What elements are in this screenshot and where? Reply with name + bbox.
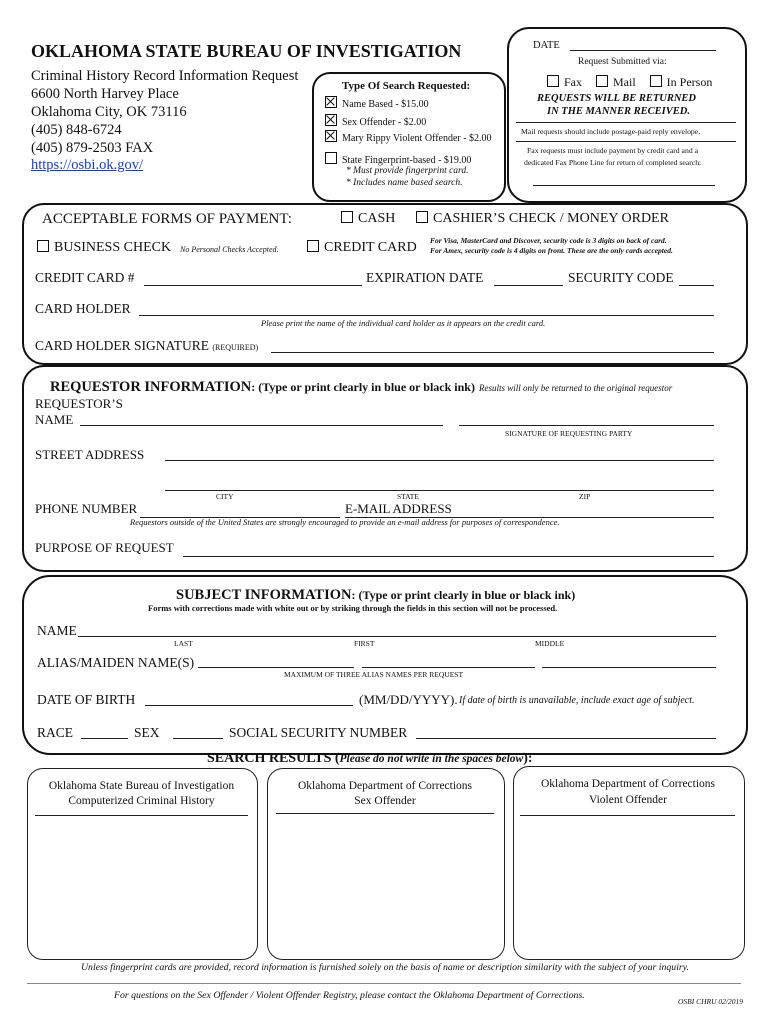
address-line-1: 6600 North Harvey Place [31, 86, 179, 102]
returned-notice-1: REQUESTS WILL BE RETURNED [537, 93, 696, 104]
payment-option-business-check[interactable]: BUSINESS CHECK [37, 240, 171, 256]
alias-field-3[interactable] [542, 667, 716, 668]
race-field[interactable] [81, 738, 128, 739]
alias-caption: MAXIMUM OF THREE ALIAS NAMES PER REQUEST [284, 670, 464, 679]
result-box-ccd-rule [35, 815, 248, 816]
dob-field[interactable] [145, 705, 353, 706]
checkbox-sex-offender[interactable] [325, 114, 337, 126]
alias-field-1[interactable] [198, 667, 354, 668]
checkbox-cash[interactable] [341, 211, 353, 223]
fax-note-1: Fax requests must include payment by credit card and a [527, 146, 698, 155]
submission-methods: Fax Mail In Person [547, 75, 712, 90]
disclaimer: Unless fingerprint cards are provided, record information is furnished solely on the basis of name or description similarity with the subject of your inquiry. [80, 962, 689, 973]
page-title: OKLAHOMA STATE BUREAU OF INVESTIGATION [31, 41, 462, 61]
form-subtitle: Criminal History Record Information Request [31, 68, 299, 84]
mail-note: Mail requests should include postage-paid reply envelope. [521, 127, 701, 136]
fingerprint-note-1: * Must provide fingerprint card. [346, 166, 469, 176]
card-holder-signature-field[interactable] [271, 352, 714, 353]
requestor-name-field[interactable] [80, 425, 443, 426]
purpose-label: PURPOSE OF REQUEST [35, 540, 174, 555]
dob-label: DATE OF BIRTH [37, 692, 136, 707]
sex-field[interactable] [173, 738, 223, 739]
fax-phone-field[interactable] [533, 185, 715, 186]
footer-rule [27, 983, 741, 984]
date-label: DATE [533, 40, 560, 51]
card-holder-note: Please print the name of the individual card holder as it appears on the credit card. [261, 318, 546, 328]
result-box-violent-offender-title-2: Violent Offender [589, 794, 667, 806]
phone-number-label: PHONE NUMBER [35, 501, 138, 516]
first-caption: FIRST [354, 639, 375, 648]
registry-note: For questions on the Sex Offender / Violent Offender Registry, please contact the Oklahoma Department of Corrections. [114, 990, 585, 1001]
checkbox-cashiers-check[interactable] [416, 211, 428, 223]
city-caption: CITY [216, 492, 234, 501]
checkbox-violent-offender[interactable] [325, 130, 337, 142]
fax-note-2: dedicated Fax Phone Line for return of completed search: [524, 158, 702, 167]
ssn-label: SOCIAL SECURITY NUMBER [229, 725, 408, 740]
security-code-label: SECURITY CODE [568, 270, 674, 285]
subject-name-label: NAME [37, 623, 77, 638]
requestor-name-label-2: NAME [35, 412, 74, 427]
no-personal-checks-note: No Personal Checks Accepted. [180, 245, 279, 254]
subject-name-field[interactable] [78, 636, 716, 637]
requestor-title-row: REQUESTOR INFORMATION: (Type or print clearly in blue or black ink) Results will only be returned to the original requestor [50, 379, 673, 395]
credit-card-number-field[interactable] [144, 285, 362, 286]
dob-note: If date of birth is unavailable, include exact age of subject. [459, 695, 695, 706]
payment-option-cashiers-check[interactable]: CASHIER’S CHECK / MONEY ORDER [416, 211, 669, 227]
credit-card-note-2: For Amex, security code is 4 digits on front. These are the only cards accepted. [430, 246, 673, 255]
checkbox-fax[interactable] [547, 75, 559, 87]
state-caption: STATE [397, 492, 419, 501]
search-option-violent-offender[interactable]: Mary Rippy Violent Offender - $2.00 [325, 130, 492, 144]
payment-title: ACCEPTABLE FORMS OF PAYMENT: [42, 211, 292, 227]
street-address-label: STREET ADDRESS [35, 447, 145, 462]
result-box-ccd-title-2: Computerized Criminal History [68, 795, 215, 807]
race-label: RACE [37, 725, 74, 740]
card-holder-signature-label: CARD HOLDER SIGNATURE (REQUIRED) [35, 338, 259, 353]
phone-number: (405) 848-6724 [31, 122, 122, 138]
subject-title-row: SUBJECT INFORMATION: (Type or print clearly in blue or black ink) [176, 587, 576, 603]
card-holder-label: CARD HOLDER [35, 301, 131, 316]
checkbox-credit-card[interactable] [307, 240, 319, 252]
fax-number: (405) 879-2503 FAX [31, 140, 154, 156]
returned-notice-2: IN THE MANNER RECEIVED. [547, 106, 690, 117]
result-box-sex-offender-title-1: Oklahoma Department of Corrections [297, 780, 473, 792]
expiration-date-label: EXPIRATION DATE [366, 270, 484, 285]
outside-us-note: Requestors outside of the United States are strongly encouraged to provide an e-mail address for purposes of correspondence. [130, 517, 560, 527]
address-line-2: Oklahoma City, OK 73116 [31, 104, 187, 120]
signature-caption: SIGNATURE OF REQUESTING PARTY [505, 429, 633, 438]
security-code-field[interactable] [679, 285, 714, 286]
divider [516, 141, 736, 142]
fingerprint-note-2: * Includes name based search. [346, 178, 463, 188]
ssn-field[interactable] [416, 738, 716, 739]
result-box-sex-offender-rule [276, 813, 494, 814]
divider [516, 122, 736, 123]
card-holder-field[interactable] [139, 315, 714, 316]
last-caption: LAST [174, 639, 193, 648]
zip-caption: ZIP [579, 492, 591, 501]
city-state-zip-field[interactable] [165, 490, 714, 491]
payment-option-credit-card[interactable]: CREDIT CARD [307, 240, 417, 256]
search-type-title: Type Of Search Requested: [342, 80, 471, 92]
street-address-field[interactable] [165, 460, 714, 461]
expiration-date-field[interactable] [494, 285, 563, 286]
result-box-violent-offender-title-1: Oklahoma Department of Corrections [540, 778, 716, 790]
alias-label: ALIAS/MAIDEN NAME(S) [37, 655, 195, 670]
dob-format: (MM/DD/YYYY). [359, 692, 458, 707]
checkbox-fingerprint[interactable] [325, 152, 337, 164]
alias-field-2[interactable] [362, 667, 535, 668]
search-option-name-based[interactable]: Name Based - $15.00 [325, 96, 429, 110]
email-address-label: E-MAIL ADDRESS [345, 501, 452, 516]
requestor-name-label-1: REQUESTOR’S [35, 396, 123, 411]
credit-card-note-1: For Visa, MasterCard and Discover, security code is 3 digits on back of card. [430, 236, 667, 245]
corrections-note: Forms with corrections made with white out or by striking through the fields in this section will not be processed. [148, 603, 558, 613]
payment-option-cash[interactable]: CASH [341, 211, 395, 227]
checkbox-business-check[interactable] [37, 240, 49, 252]
checkbox-name-based[interactable] [325, 96, 337, 108]
result-box-sex-offender-title-2: Sex Offender [354, 795, 416, 807]
sex-label: SEX [134, 725, 160, 740]
date-field[interactable] [570, 50, 716, 51]
result-box-ccd-title-1: Oklahoma State Bureau of Investigation [48, 780, 235, 792]
requestor-signature-field[interactable] [459, 425, 714, 426]
purpose-field[interactable] [183, 556, 714, 557]
website-link[interactable]: https://osbi.ok.gov/ [31, 157, 143, 173]
submitted-via-label: Request Submitted via: [578, 57, 667, 67]
middle-caption: MIDDLE [535, 639, 565, 648]
result-box-violent-offender-rule [520, 815, 735, 816]
search-option-sex-offender[interactable]: Sex Offender - $2.00 [325, 114, 426, 128]
search-option-fingerprint[interactable]: State Fingerprint-based - $19.00 [325, 152, 471, 166]
search-results-title: SEARCH RESULTS (Please do not write in the spaces below): [207, 751, 533, 766]
checkbox-mail[interactable] [596, 75, 608, 87]
checkbox-in-person[interactable] [650, 75, 662, 87]
form-id: OSBI CHRU 02/2019 [678, 997, 743, 1006]
credit-card-number-label: CREDIT CARD # [35, 270, 135, 285]
